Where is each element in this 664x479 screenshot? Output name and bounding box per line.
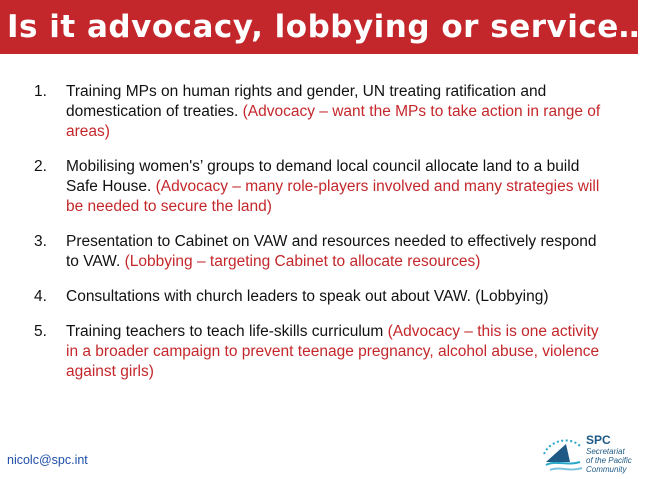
list-item-text: Presentation to Cabinet on VAW and resources needed to effectively respond to VAW. [66, 233, 597, 270]
list-item-text: Training teachers to teach life-skills curriculum [66, 323, 388, 340]
logo-line-2: of the Pacific [586, 456, 632, 465]
page-title [0, 9, 664, 45]
page-title-text: Is it advocacy, lobbying or service… [7, 9, 651, 45]
logo-line-1: Secretariat [586, 447, 625, 456]
list-item-body [66, 82, 604, 142]
list-item [34, 287, 604, 307]
list-item-text: Consultations with church leaders to speak out about VAW. (Lobbying) [66, 288, 549, 305]
list-item [34, 157, 604, 217]
list-item-text: Training MPs on human rights and gender, UN treating ratification and domestication of treaties. [66, 83, 547, 120]
page-title-question-mark: ? [650, 18, 664, 43]
list-item-number: 5. [34, 323, 47, 340]
list-item-note: (Lobbying – targeting Cabinet to allocate resources) [124, 253, 481, 270]
list-item-note: (Advocacy – many role-players involved and many strategies will be needed to secure the land) [66, 178, 600, 215]
list-item-body [66, 157, 604, 217]
list-item [34, 232, 604, 272]
logo-abbrev: SPC [586, 433, 611, 447]
logo-text [586, 434, 632, 474]
footer-email-link[interactable]: nicolc@spc.int [7, 453, 88, 467]
list-item-number: 3. [34, 233, 47, 250]
list-item-body [66, 232, 604, 272]
list-item-note: (Advocacy – this is one activity in a broader campaign to prevent teenage pregnancy, alcohol abuse, violence against girls) [66, 323, 600, 380]
list-item-text: Mobilising women's’ groups to demand local council allocate land to a build Safe House. [66, 158, 580, 195]
logo-line-3: Community [586, 465, 627, 474]
list-item-body [66, 287, 604, 307]
list-item [34, 82, 604, 142]
list-item-note: (Advocacy – want the MPs to take action in range of areas) [66, 103, 601, 140]
list-item-number: 1. [34, 83, 47, 100]
list-item-number: 4. [34, 288, 47, 305]
list-item [34, 322, 604, 382]
title-bar [0, 0, 664, 54]
list-item-number: 2. [34, 158, 47, 175]
list-item-body [66, 322, 604, 382]
numbered-list [34, 82, 604, 397]
